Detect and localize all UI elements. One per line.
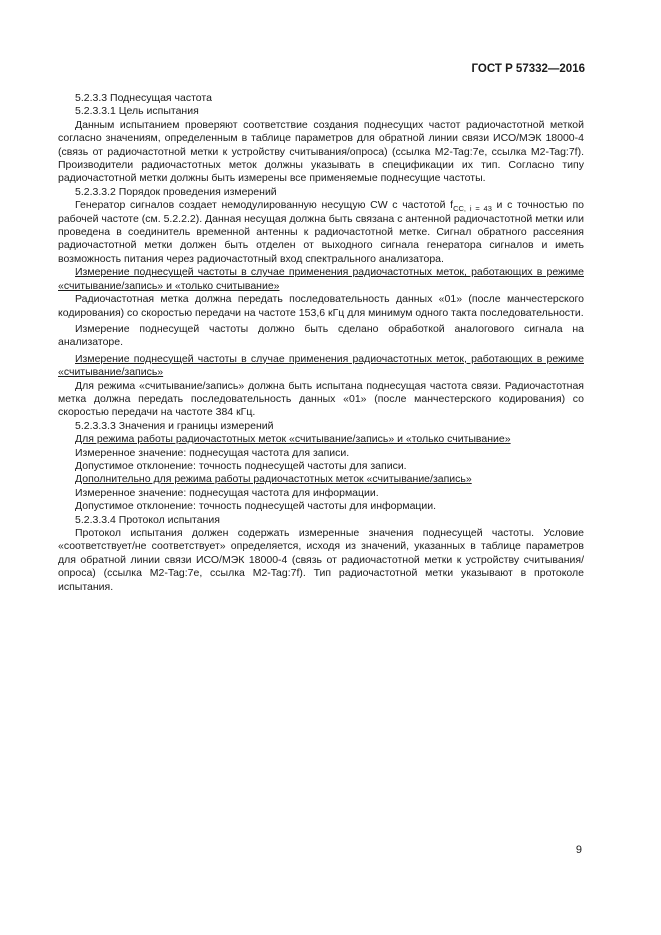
body-paragraph: Для режима «считывание/запись» должна быть испытана поднесущая частота связи. Радиочастотная метка должна передать последовательность данных «01» (после манчестерского кодирования) со скоростью передачи на частоте 384 кГц. [58, 379, 584, 419]
underlined-text: Измерение поднесущей частоты в случае применения радиочастотных меток, работающих в режиме «считывание/запись» и «только считывание» [58, 266, 584, 292]
subsection-heading: 5.2.3.3.4 Протокол испытания [75, 513, 220, 526]
body-paragraph: Данным испытанием проверяют соответствие создания поднесущих частот радиочастотной меткой согласно значениям, определенным в таблице параметров для обратной линии связи ИСО/МЭК 18000-4 (связь от радиочастотной метки к устройству считывания/опроса) (ссылка M2-Tag:7e, ссылка M2-Tag:7f). Производители радиочастотных меток должны указывать в спецификации их тип. Согласно типу радиочастотной метки должны быть измерены все применяемые поднесущие частоты. [58, 118, 584, 185]
body-paragraph: Измерение поднесущей частоты должно быть сделано обработкой аналогового сигнала на анализаторе. [58, 322, 584, 349]
subsection-heading: 5.2.3.3.3 Значения и границы измерений [75, 419, 274, 432]
document-header: ГОСТ Р 57332—2016 [471, 63, 585, 75]
page-number: 9 [575, 844, 582, 856]
underlined-text: Дополнительно для режима работы радиочастотных меток «считывание/запись» [75, 473, 472, 486]
underlined-text: Измерение поднесущей частоты в случае применения радиочастотных меток, работающих в режиме «считывание/запись» [58, 352, 584, 379]
body-paragraph: Радиочастотная метка должна передать последовательность данных «01» (после манчестерского кодирования) со скоростью передачи на частоте 153,6 кГц для минимум одного такта последовательности. [58, 293, 584, 319]
document-body [58, 92, 584, 594]
text-run: Генератор сигналов создает немодулированную несущую CW с частотой f [75, 199, 454, 212]
frequency-subscript: CC, i = 43 [453, 204, 492, 214]
section-heading: 5.2.3.3 Поднесущая частота [75, 92, 212, 104]
underlined-heading [58, 353, 584, 380]
underlined-text: Для режима работы радиочастотных меток «считывание/запись» и «только считывание» [75, 433, 511, 446]
body-paragraph: Протокол испытания должен содержать измеренные значения поднесущей частоты. Условие «соответствует/не соответствует» определяется, исходя из значений, указанных в таблице параметров для обратной линии связи ИСО/МЭК 18000-4 (связь от радиочастотной метки к устройству считывания/опроса) (ссылка M2-Tag:7e, ссылка M2-Tag:7f). Тип радиочастотной метки указывают в протоколе испытания. [58, 527, 584, 593]
subsection-heading: 5.2.3.3.2 Порядок проведения измерений [75, 185, 277, 198]
body-paragraph [58, 199, 584, 266]
body-paragraph: Измеренное значение: поднесущая частота для записи. [75, 446, 350, 459]
underlined-heading [58, 433, 584, 446]
body-paragraph: Допустимое отклонение: точность поднесущей частоты для записи. [75, 459, 407, 472]
body-paragraph: Допустимое отклонение: точность поднесущей частоты для информации. [75, 500, 437, 513]
underlined-heading [58, 266, 584, 293]
text-run: и с точностью по рабочей частоте (см. 5.2.2.2). Данная несущая должна быть связана с антенной радиочастотной метки или проведена в соединитель временной антенны к радиочастотной метке. Сигнал обратного рассеяния радиочастотной метки должен быть отделен от выходного сигнала генератора сигналов и иметь возможность питания через радиочастотный вход спектрального анализатора. [58, 199, 585, 265]
subsection-heading: 5.2.3.3.1 Цель испытания [75, 105, 199, 118]
underlined-heading [58, 473, 584, 486]
body-paragraph: Измеренное значение: поднесущая частота для информации. [75, 486, 379, 499]
